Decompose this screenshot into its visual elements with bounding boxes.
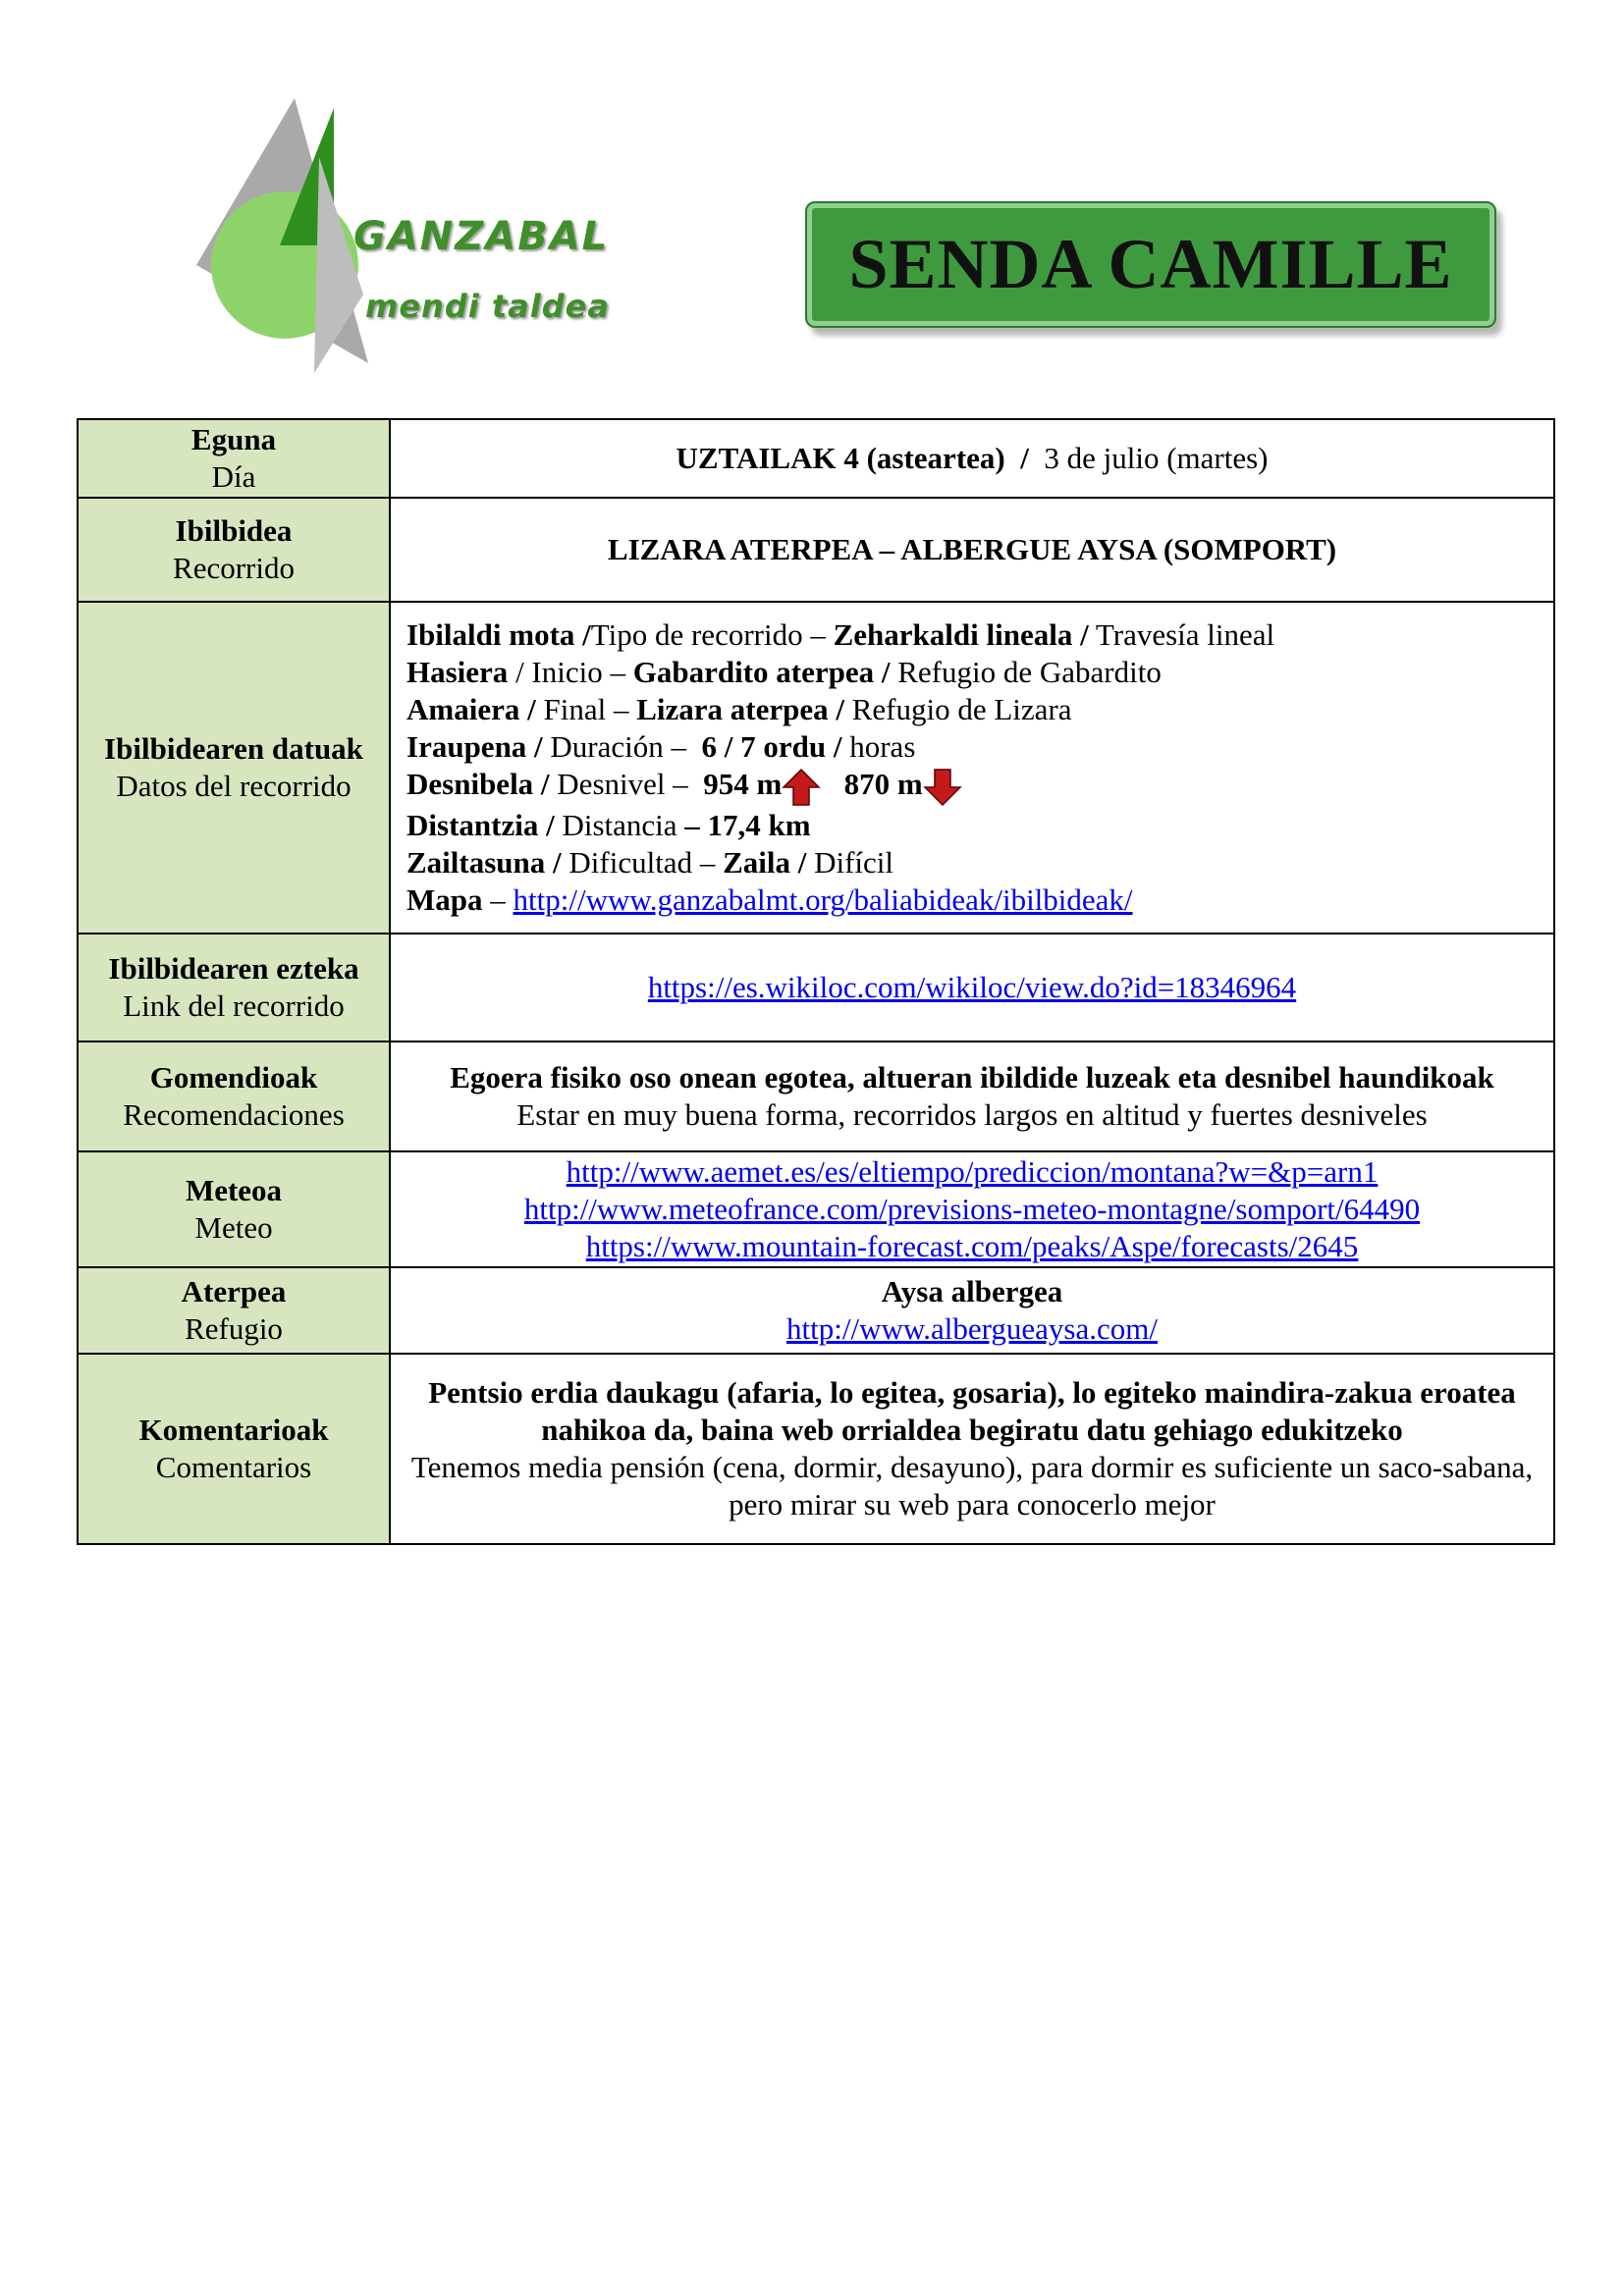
aemet-link[interactable]: http://www.aemet.es/es/eltiempo/prediccion/montana?w=&p=arn1 [566, 1154, 1379, 1189]
refuge-name: Aysa albergea [881, 1274, 1063, 1308]
label-es: Recomendaciones [123, 1097, 345, 1132]
date-eu: UZTAILAK 4 (asteartea) [676, 441, 1005, 475]
date-separator: / [1020, 441, 1029, 475]
label-details [78, 602, 390, 934]
label-es: Recorrido [173, 551, 295, 585]
recommendation-eu: Egoera fisiko oso onean egotea, altueran ibildide luzeak eta desnibel haundikoak [450, 1060, 1494, 1095]
label-eu: Aterpea [181, 1274, 287, 1308]
detail-map: Mapa – http://www.ganzabalmt.org/baliabideak/ibilbideak/ [406, 881, 1133, 917]
detail-type: Ibilaldi mota /Tipo de recorrido – Zeharkaldi lineala / Travesía lineal [406, 617, 1275, 653]
row-route [78, 498, 1554, 602]
label-eu: Meteoa [185, 1173, 283, 1207]
detail-end: Amaiera / Final – Lizara aterpea / Refugio de Lizara [406, 692, 1072, 727]
route-name: LIZARA ATERPEA – ALBERGUE AYSA (SOMPORT) [607, 532, 1337, 566]
arrow-down-icon [923, 768, 962, 807]
label-eu: Komentarioak [138, 1413, 329, 1447]
wikiloc-link[interactable]: https://es.wikiloc.com/wikiloc/view.do?id=18346964 [647, 970, 1297, 1004]
details-value [390, 602, 1554, 934]
label-es: Día [211, 459, 256, 494]
label-recommendations [78, 1041, 390, 1151]
map-link[interactable]: http://www.ganzabalmt.org/baliabideak/ibilbideak/ [513, 881, 1133, 917]
label-comments [78, 1354, 390, 1544]
link-value [390, 934, 1554, 1041]
date-es: 3 de julio (martes) [1044, 441, 1269, 475]
meteofrance-link[interactable]: http://www.meteofrance.com/previsions-meteo-montagne/somport/64490 [523, 1192, 1421, 1226]
recommendation-es: Estar en muy buena forma, recorridos largos en altitud y fuertes desniveles [516, 1097, 1428, 1132]
label-es: Meteo [194, 1210, 273, 1245]
logo-name: GANZABAL [353, 214, 610, 259]
label-eu: Ibilbidearen datuak [104, 731, 363, 766]
refuge-link[interactable]: http://www.albergueaysa.com/ [786, 1311, 1158, 1346]
row-comments [78, 1354, 1554, 1544]
label-es: Datos del recorrido [116, 769, 352, 803]
weather-value [390, 1151, 1554, 1267]
detail-duration: Iraupena / Duración – 6 / 7 ordu / horas [406, 729, 916, 765]
label-refuge [78, 1267, 390, 1354]
detail-distance: Distantzia / Distancia – 17,4 km [406, 807, 811, 842]
comment-eu: Pentsio erdia daukagu (afaria, lo egitea, gosaria), lo egiteko maindira-zakua eroatea nahikoa da, baina web orrialdea begiratu datu gehiago edukitzeko [428, 1375, 1516, 1447]
route-info-table [77, 418, 1555, 1545]
recommendations-value [390, 1041, 1554, 1151]
comment-es: Tenemos media pensión (cena, dormir, desayuno), para dormir es suficiente un saco-sabana, pero mirar su web para conocerlo mejor [410, 1450, 1534, 1522]
route-value [390, 498, 1554, 602]
row-recommendations [78, 1041, 1554, 1151]
label-es: Refugio [185, 1311, 283, 1346]
comments-value [390, 1354, 1554, 1544]
label-weather [78, 1151, 390, 1267]
detail-elevation: Desnibela / Desnivel – 954 m 870 m [406, 766, 1538, 807]
label-route [78, 498, 390, 602]
date-value [390, 419, 1554, 498]
row-details [78, 602, 1554, 934]
label-eu: Ibilbidearen ezteka [108, 951, 359, 986]
row-date [78, 419, 1554, 498]
label-es: Comentarios [155, 1450, 312, 1484]
label-date [78, 419, 390, 498]
label-eu: Ibilbidea [175, 513, 293, 548]
label-eu: Gomendioak [149, 1060, 318, 1095]
detail-difficulty: Zailtasuna / Dificultad – Zaila / Difícil [406, 844, 894, 880]
mountain-forecast-link[interactable]: https://www.mountain-forecast.com/peaks/Aspe/forecasts/2645 [585, 1229, 1359, 1263]
row-weather [78, 1151, 1554, 1267]
label-link [78, 934, 390, 1041]
label-es: Link del recorrido [123, 988, 345, 1023]
arrow-up-icon [782, 768, 821, 807]
label-eu: Eguna [190, 422, 277, 456]
detail-start: Hasiera / Inicio – Gabardito aterpea / Refugio de Gabardito [406, 655, 1162, 690]
row-link [78, 934, 1554, 1041]
row-refuge [78, 1267, 1554, 1354]
logo-subtitle: mendi taldea [365, 288, 610, 325]
page-title: SENDA CAMILLE [805, 201, 1496, 328]
refuge-value [390, 1267, 1554, 1354]
